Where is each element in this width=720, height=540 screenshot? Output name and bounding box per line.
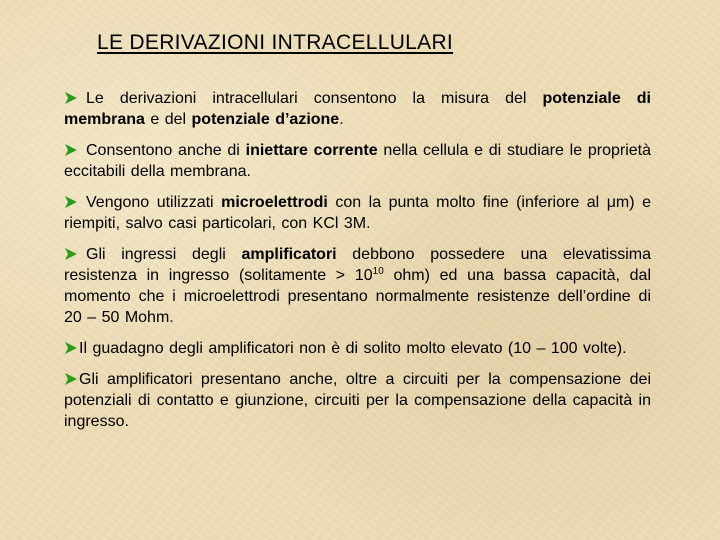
bullet-bold-text: amplificatori bbox=[241, 246, 337, 263]
bullet-item bbox=[64, 369, 651, 432]
bullet-text: con la punta molto fine (inferiore al μm) e riempiti, salvo casi particolari, con KCl 3M. bbox=[64, 194, 652, 232]
bullet-text: . bbox=[339, 111, 344, 128]
arrowhead-bullet-icon bbox=[64, 341, 78, 355]
bullet-bold-text: potenziale d’azione bbox=[191, 111, 340, 128]
bullet-text: e del bbox=[144, 111, 192, 128]
bullet-item bbox=[64, 338, 651, 359]
bullet-text: Le derivazioni intracellulari consentono la misura del bbox=[86, 90, 543, 107]
bullet-bold-text: potenziale di membrana bbox=[64, 90, 651, 128]
arrowhead-bullet-icon bbox=[64, 247, 78, 261]
bullet-text: Gli ingressi degli bbox=[86, 246, 242, 263]
bullet-text: Vengono utilizzati bbox=[86, 194, 222, 211]
bullet-text: Il guadagno degli amplificatori non è di solito molto elevato (10 – 100 volte). bbox=[79, 340, 627, 357]
bullet-text: Gli amplificatori presentano anche, oltre a circuiti per la compensazione dei potenziali di contatto e giunzione, circuiti per la compensazione della capacità in ingresso. bbox=[64, 371, 651, 430]
bullet-item bbox=[64, 140, 651, 182]
bullet-item bbox=[64, 244, 651, 328]
bullet-bold-text: iniettare corrente bbox=[245, 142, 378, 159]
bullet-text: Consentono anche di bbox=[86, 142, 246, 159]
bullet-bold-text: microelettrodi bbox=[221, 194, 328, 211]
bullet-item bbox=[64, 88, 651, 130]
arrowhead-bullet-icon bbox=[64, 195, 78, 209]
arrowhead-bullet-icon bbox=[64, 143, 78, 157]
arrowhead-bullet-icon bbox=[64, 91, 78, 105]
bullet-list bbox=[64, 88, 651, 442]
slide-title: LE DERIVAZIONI INTRACELLULARI bbox=[97, 31, 454, 54]
bullet-text: nella cellula e di studiare le proprietà eccitabili della membrana. bbox=[64, 142, 652, 180]
bullet-text: debbono possedere una elevatissima resistenza in ingresso (solitamente > 10 bbox=[64, 246, 652, 284]
arrowhead-bullet-icon bbox=[64, 372, 78, 386]
bullet-item bbox=[64, 192, 651, 234]
bullet-text: ohm) ed una bassa capacità, dal momento che i microelettrodi presentano normalmente resistenze dell’ordine di 20 – 50 Mohm. bbox=[64, 267, 651, 326]
superscript-exponent: 10 bbox=[372, 266, 384, 277]
